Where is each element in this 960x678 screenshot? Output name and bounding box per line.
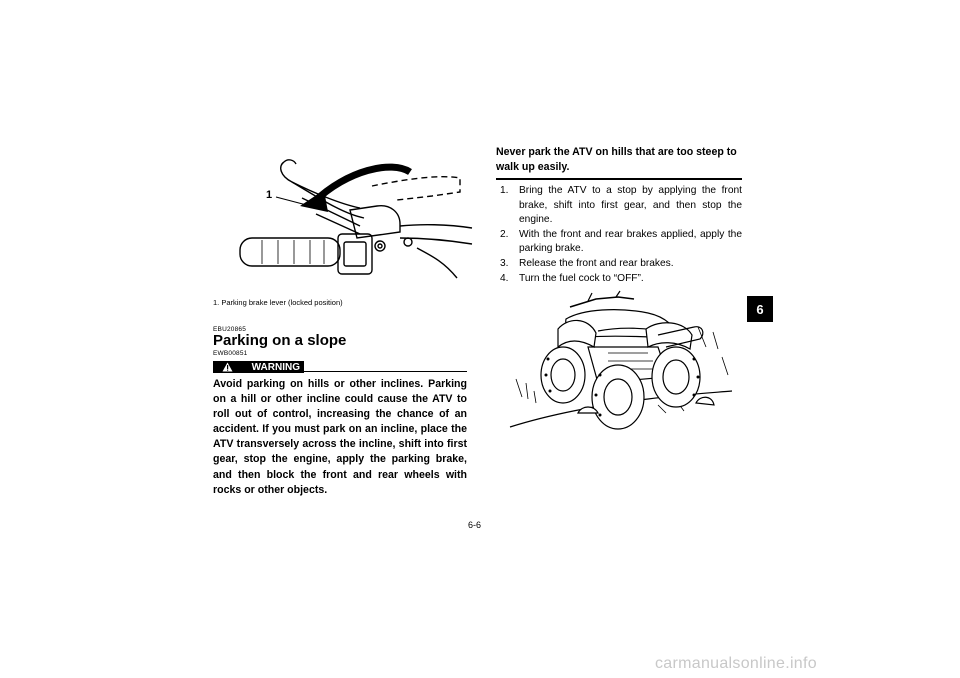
list-item — [500, 228, 742, 257]
section-code: EBU20865 — [213, 326, 247, 333]
warning-rule — [304, 371, 467, 372]
section-title: Parking on a slope — [213, 332, 347, 349]
step-text: Release the front and rear brakes. — [519, 257, 674, 269]
warning-label: WARNING — [251, 361, 300, 373]
warning-text: Avoid parking on hills or other inclines. Parking on a hill or other incline could cause the ATV to roll out of control, increasing the chance of an accident. If you must park on an incline, place the ATV transversely across the incline, shift into first gear, stop the engine, apply the parking brake, and then block the front and rear wheels with rocks or other objects. — [213, 378, 467, 496]
step-number: 2. — [500, 228, 509, 240]
step-text: Bring the ATV to a stop by applying the front brake, shift into first gear, and then stop the engine. — [519, 185, 742, 226]
step-number: 1. — [500, 185, 509, 196]
step-text: Turn the fuel cock to “OFF”. — [519, 272, 644, 284]
callout-number: 1 — [266, 189, 273, 201]
atv-on-slope-illustration — [508, 287, 733, 435]
warning-badge — [213, 361, 304, 373]
page-number: 6-6 — [468, 520, 482, 530]
warning-code: EWB00851 — [213, 350, 248, 357]
watermark: carmanualsonline.info — [655, 655, 817, 672]
list-item — [500, 257, 742, 272]
list-item — [500, 184, 742, 228]
figure-caption: 1. Parking brake lever (locked position) — [213, 298, 343, 307]
list-item — [500, 272, 742, 287]
warning-triangle-icon — [222, 362, 233, 372]
step-number: 4. — [500, 272, 509, 284]
notice-rule — [496, 178, 742, 180]
never-park-notice: Never park the ATV on hills that are too steep to walk up easily. — [496, 146, 737, 173]
step-number: 3. — [500, 257, 509, 269]
steps-list — [500, 184, 742, 286]
parking-brake-lever-illustration — [232, 152, 477, 280]
chapter-tab: 6 — [747, 296, 773, 322]
step-text: With the front and rear brakes applied, apply the parking brake. — [519, 228, 742, 255]
